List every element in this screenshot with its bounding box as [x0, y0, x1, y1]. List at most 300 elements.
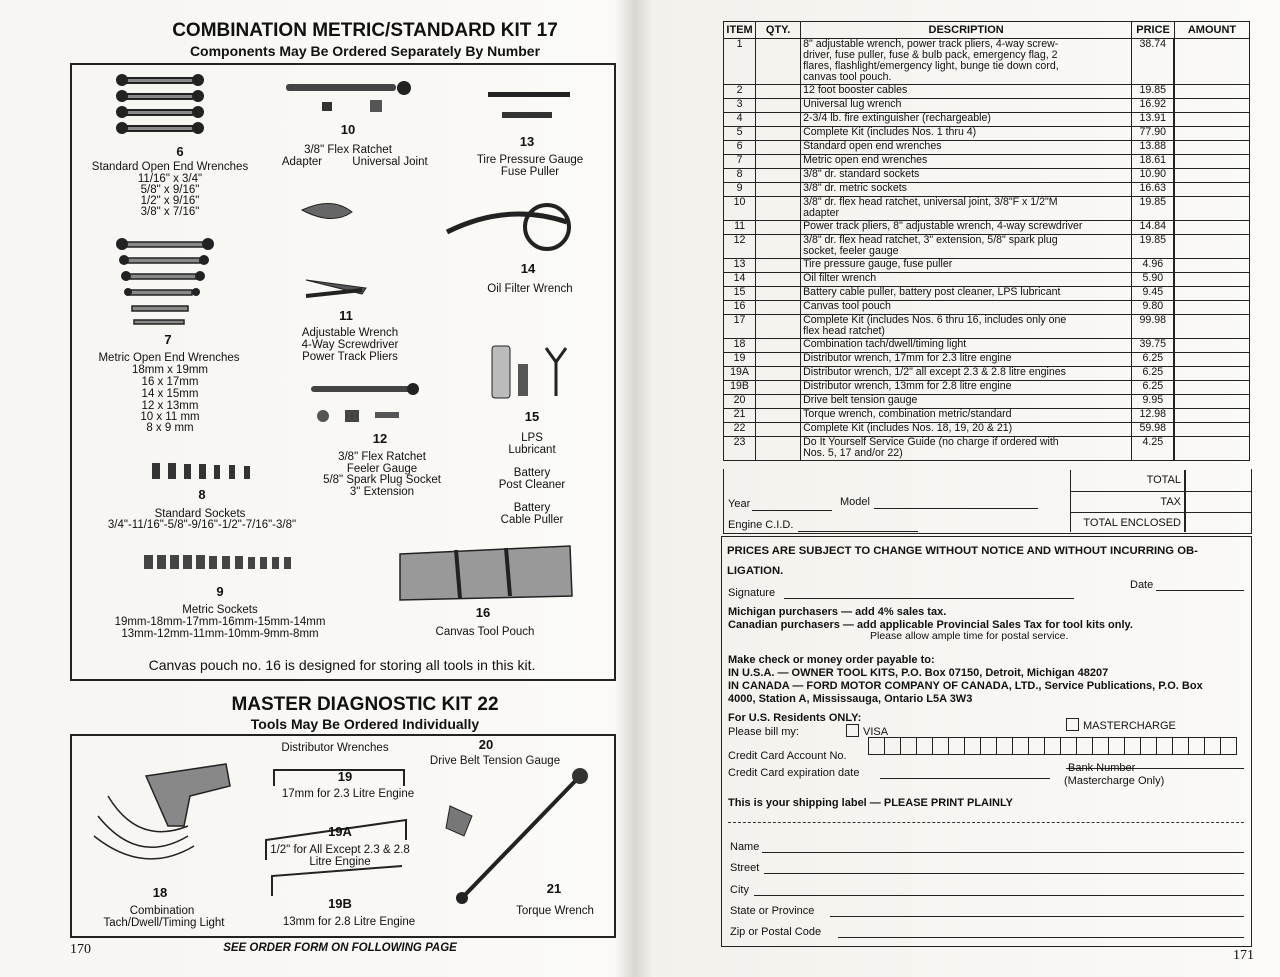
price-cell: 9.45: [1132, 287, 1175, 301]
table-row: [724, 381, 1250, 395]
item-cell: 22: [724, 423, 756, 437]
price-cell: 6.25: [1132, 353, 1175, 367]
payable-label: Make check or money order payable to:: [728, 654, 935, 666]
item-15-number: 15: [524, 409, 540, 424]
us-residents-label: For U.S. Residents ONLY:: [728, 712, 862, 724]
price-cell: 77.90: [1132, 127, 1175, 141]
footer-note: SEE ORDER FORM ON FOLLOWING PAGE: [223, 942, 457, 954]
city-field[interactable]: [754, 895, 1244, 896]
amount-cell[interactable]: [1174, 423, 1249, 437]
street-label: Street: [730, 862, 760, 874]
price-cell: 19.85: [1132, 235, 1175, 259]
qty-cell[interactable]: [756, 409, 801, 423]
tax-canada: Canadian purchasers — add applicable Provincial Sales Tax for tool kits only.: [728, 619, 1133, 631]
distributor-wrenches-title: Distributor Wrenches: [281, 742, 389, 754]
qty-cell[interactable]: [756, 273, 801, 287]
item-7-size: 10 x 11 mm: [140, 411, 200, 423]
tax-label: TAX: [1071, 492, 1185, 513]
price-cell: 39.75: [1132, 339, 1175, 353]
item-cell: 19A: [724, 367, 756, 381]
table-row: [724, 437, 1250, 461]
qty-cell[interactable]: [756, 353, 801, 367]
bank-number-label: Bank Number: [1068, 762, 1136, 774]
description-line: canvas tool pouch.: [803, 71, 892, 83]
description-line: 12 foot booster cables: [803, 84, 908, 96]
enclosed-amount-field[interactable]: [1186, 513, 1252, 533]
item-7-size: 14 x 15mm: [141, 388, 199, 400]
description-cell: [801, 395, 1132, 409]
socket-icon: [148, 460, 260, 482]
battery-cable-puller-label: Cable Puller: [500, 514, 564, 526]
item-cell: 21: [724, 409, 756, 423]
item-13-label: Tire Pressure Gauge: [476, 154, 584, 166]
item-6-size: 3/8" x 7/16": [140, 206, 200, 218]
description-line: 3/8" dr. metric sockets: [803, 182, 907, 194]
item-12-label: Feeler Gauge: [346, 463, 418, 475]
item-cell: 4: [724, 113, 756, 127]
item-15-label: LPS: [521, 432, 543, 444]
signature-label: Signature: [728, 587, 776, 599]
price-cell: 13.88: [1132, 141, 1175, 155]
item-7-size: 16 x 17mm: [141, 376, 199, 388]
item-cell: 19B: [724, 381, 756, 395]
left-page: [0, 0, 632, 977]
lubricant-can-icon: [486, 338, 576, 404]
price-cell: 59.98: [1132, 423, 1175, 437]
qty-cell[interactable]: [756, 315, 801, 339]
name-field[interactable]: [762, 852, 1244, 853]
amount-cell[interactable]: [1174, 235, 1249, 259]
price-cell: 6.25: [1132, 367, 1175, 381]
shipping-label-title: This is your shipping label — PLEASE PRINT PLAINLY: [728, 797, 1014, 809]
item-cell: 6: [724, 141, 756, 155]
price-cell: 13.91: [1132, 113, 1175, 127]
table-row: [724, 127, 1250, 141]
description-cell: [801, 273, 1132, 287]
amount-cell[interactable]: [1174, 39, 1249, 85]
amount-cell[interactable]: [1174, 155, 1249, 169]
price-cell: 18.61: [1132, 155, 1175, 169]
gauge-icon: [480, 88, 575, 124]
item-cell: 16: [724, 301, 756, 315]
qty-cell[interactable]: [756, 39, 801, 85]
zip-field[interactable]: [838, 937, 1244, 938]
qty-cell[interactable]: [756, 395, 801, 409]
description-line: Battery cable puller, battery post cleaner, LPS lubricant: [803, 286, 1061, 298]
totals-amount-col: [1184, 470, 1252, 532]
description-cell: [801, 315, 1132, 339]
col-header-qty: QTY.: [756, 22, 801, 39]
item-11-label: 4-Way Screwdriver: [301, 339, 399, 351]
oil-filter-wrench-icon: [292, 192, 592, 262]
bill-my-label: Please bill my:: [728, 726, 799, 738]
description-cell: [801, 141, 1132, 155]
item-19-label: 17mm for 2.3 Litre Engine: [281, 788, 415, 800]
total-amount-field[interactable]: [1186, 470, 1252, 492]
description-cell: [801, 409, 1132, 423]
payable-canada-address: 4000, Station A, Mississauga, Ontario L5A 3W3: [728, 693, 973, 705]
price-cell: 12.98: [1132, 409, 1175, 423]
description-cell: [801, 287, 1132, 301]
price-cell: 9.95: [1132, 395, 1175, 409]
amount-cell[interactable]: [1174, 85, 1249, 99]
description-cell: [801, 367, 1132, 381]
price-cell: 6.25: [1132, 381, 1175, 395]
qty-cell[interactable]: [756, 259, 801, 273]
cc-exp-label: Credit Card expiration date: [728, 767, 860, 779]
item-12-label: 5/8" Spark Plug Socket: [323, 474, 441, 486]
tax-michigan: Michigan purchasers — add 4% sales tax.: [728, 606, 947, 618]
amount-cell[interactable]: [1174, 287, 1249, 301]
table-row: [724, 395, 1250, 409]
signature-field[interactable]: [784, 598, 1074, 599]
item-7-number: 7: [164, 332, 172, 347]
item-12-number: 12: [372, 431, 388, 446]
cc-number-label: Credit Card Account No.: [728, 750, 847, 762]
cc-exp-field[interactable]: [880, 778, 1050, 779]
qty-cell[interactable]: [756, 423, 801, 437]
item-18-number: 18: [152, 885, 168, 900]
amount-cell[interactable]: [1174, 395, 1249, 409]
kit22-subtitle: Tools May Be Ordered Individually: [250, 716, 480, 732]
item-10-adapter: Adapter: [281, 156, 323, 168]
qty-cell[interactable]: [756, 381, 801, 395]
amount-cell[interactable]: [1174, 169, 1249, 183]
item-8-title: Standard Sockets: [154, 508, 246, 520]
table-row: [724, 99, 1250, 113]
item-18-label: Tach/Dwell/Timing Light: [103, 917, 225, 929]
qty-cell[interactable]: [756, 155, 801, 169]
price-cell: 19.85: [1132, 197, 1175, 221]
item-cell: 1: [724, 39, 756, 85]
item-7-size: 12 x 13mm: [141, 400, 199, 412]
item-cell: 20: [724, 395, 756, 409]
price-cell: 14.84: [1132, 221, 1175, 235]
kit22-title: MASTER DIAGNOSTIC KIT 22: [231, 694, 499, 715]
table-row: [724, 85, 1250, 99]
description-line: 2-3/4 lb. fire extinguisher (rechargeable): [803, 112, 991, 124]
item-13-number: 13: [519, 134, 535, 149]
visa-checkbox[interactable]: [846, 724, 859, 737]
description-cell: [801, 127, 1132, 141]
table-row: [724, 259, 1250, 273]
item-14-label: Oil Filter Wrench: [487, 283, 573, 295]
item-cell: 10: [724, 197, 756, 221]
price-cell: 9.80: [1132, 301, 1175, 315]
item-cell: 15: [724, 287, 756, 301]
description-line: 3/8" dr. flex head ratchet, universal joint, 3/8"F x 1/2"M: [803, 196, 1058, 208]
battery-post-cleaner-label: Post Cleaner: [498, 479, 566, 491]
cc-number-field[interactable]: [868, 737, 1237, 755]
amount-cell[interactable]: [1174, 301, 1249, 315]
table-row: [724, 235, 1250, 259]
year-field[interactable]: [752, 510, 832, 511]
item-6-size: 5/8" x 9/16": [140, 184, 200, 196]
amount-cell[interactable]: [1174, 141, 1249, 155]
postal-note: Please allow ample time for postal service.: [870, 630, 1069, 642]
description-line: adapter: [803, 207, 840, 219]
amount-cell[interactable]: [1174, 273, 1249, 287]
item-11-number: 11: [339, 308, 353, 323]
item-cell: 9: [724, 183, 756, 197]
item-6-size: 11/16" x 3/4": [137, 173, 203, 185]
qty-cell[interactable]: [756, 169, 801, 183]
item-19a-label: 1/2" for All Except 2.3 & 2.8: [270, 844, 410, 856]
description-line: Torque wrench, combination metric/standard: [803, 408, 1012, 420]
order-table: [723, 21, 1250, 461]
item-10-number: 10: [340, 122, 356, 137]
qty-cell[interactable]: [756, 99, 801, 113]
total-enclosed-label: TOTAL ENCLOSED: [1083, 517, 1181, 529]
amount-cell[interactable]: [1174, 127, 1249, 141]
page-number: 171: [1233, 948, 1254, 963]
mastercharge-option[interactable]: [1066, 718, 1176, 732]
item-18-label: Combination: [129, 905, 195, 917]
description-line: Oil filter wrench: [803, 272, 877, 284]
mastercharge-label: MASTERCHARGE: [1083, 720, 1176, 732]
item-cell: 23: [724, 437, 756, 461]
description-line: Distributor wrench, 1/2" all except 2.3 & 2.8 litre engines: [803, 366, 1066, 378]
amount-cell[interactable]: [1174, 367, 1249, 381]
zip-label: Zip or Postal Code: [730, 926, 822, 938]
price-notice-cont: LIGATION.: [727, 565, 784, 577]
qty-cell[interactable]: [756, 367, 801, 381]
ratchet-icon: [305, 378, 425, 428]
item-13-label: Fuse Puller: [500, 166, 560, 178]
description-line: driver, fuse puller, fuse & bulb pack, emergency flag, 2: [803, 49, 1058, 61]
item-7-title: Metric Open End Wrenches: [98, 352, 240, 364]
description-line: Complete Kit (includes Nos. 6 thru 16, includes only one: [803, 314, 1067, 326]
qty-cell[interactable]: [756, 113, 801, 127]
battery-cable-puller-label: Battery: [513, 502, 551, 514]
description-line: Drive belt tension gauge: [803, 394, 918, 406]
table-row: [724, 409, 1250, 423]
table-row: [724, 221, 1250, 235]
table-row: [724, 169, 1250, 183]
mastercharge-checkbox[interactable]: [1066, 718, 1079, 731]
item-16-title: Canvas Tool Pouch: [435, 626, 535, 638]
table-row: [724, 113, 1250, 127]
col-header-price: PRICE: [1132, 22, 1175, 39]
date-label: Date: [1130, 579, 1154, 591]
amount-cell[interactable]: [1174, 381, 1249, 395]
description-cell: [801, 197, 1132, 221]
item-21-number: 21: [546, 881, 562, 896]
amount-cell[interactable]: [1174, 315, 1249, 339]
engine-field[interactable]: [798, 531, 918, 532]
tax-amount-field[interactable]: [1186, 492, 1252, 513]
item-16-number: 16: [475, 605, 491, 620]
date-field[interactable]: [1156, 590, 1244, 591]
description-cell: [801, 301, 1132, 315]
item-7-size: 8 x 9 mm: [146, 422, 194, 434]
wrench-icon: [112, 238, 222, 330]
qty-cell[interactable]: [756, 85, 801, 99]
description-line: Distributor wrench, 17mm for 2.3 litre engine: [803, 352, 1012, 364]
table-row: [724, 155, 1250, 169]
qty-cell[interactable]: [756, 339, 801, 353]
item-10-title: 3/8" Flex Ratchet: [304, 144, 392, 156]
description-cell: [801, 221, 1132, 235]
item-11-label: Adjustable Wrench: [301, 327, 399, 339]
description-cell: [801, 437, 1132, 461]
description-cell: [801, 259, 1132, 273]
amount-cell[interactable]: [1174, 221, 1249, 235]
item-10-joint: Universal Joint: [352, 156, 428, 168]
timing-light-icon: [88, 756, 268, 876]
wrench-icon: [112, 72, 212, 144]
payable-usa: IN U.S.A. — OWNER TOOL KITS, P.O. Box 07150, Detroit, Michigan 48207: [728, 667, 1109, 679]
qty-cell[interactable]: [756, 235, 801, 259]
price-notice: PRICES ARE SUBJECT TO CHANGE WITHOUT NOTICE AND WITHOUT INCURRING OB-: [727, 545, 1198, 557]
col-header-amount: AMOUNT: [1174, 22, 1249, 39]
description-cell: [801, 169, 1132, 183]
item-19-number: 19: [337, 769, 353, 784]
description-line: flex head ratchet): [803, 325, 885, 337]
visa-label: VISA: [863, 726, 889, 738]
item-cell: 7: [724, 155, 756, 169]
table-row: [724, 353, 1250, 367]
description-line: Distributor wrench, 13mm for 2.8 litre engine: [803, 380, 1012, 392]
qty-cell[interactable]: [756, 301, 801, 315]
qty-cell[interactable]: [756, 127, 801, 141]
item-cell: 13: [724, 259, 756, 273]
table-row: [724, 315, 1250, 339]
qty-cell[interactable]: [756, 183, 801, 197]
item-19a-number: 19A: [328, 824, 352, 839]
item-19b-number: 19B: [328, 896, 352, 911]
item-cell: 11: [724, 221, 756, 235]
amount-cell[interactable]: [1174, 437, 1249, 461]
table-row: [724, 197, 1250, 221]
item-12-label: 3" Extension: [349, 486, 415, 498]
description-line: Tire pressure gauge, fuse puller: [803, 258, 953, 270]
item-12-label: 3/8" Flex Ratchet: [338, 451, 426, 463]
item-8-sizes: 3/4"-11/16"-5/8"-9/16"-1/2"-7/16"-3/8": [107, 519, 297, 531]
state-field[interactable]: [830, 916, 1244, 917]
item-cell: 8: [724, 169, 756, 183]
item-7-size: 18mm x 19mm: [131, 364, 209, 376]
item-20-number: 20: [478, 737, 494, 752]
qty-cell[interactable]: [756, 221, 801, 235]
description-line: 3/8" dr. flex head ratchet, 3" extension, 5/8" spark plug: [803, 234, 1058, 246]
item-6-title: Standard Open End Wrenches: [91, 161, 249, 173]
col-header-item: ITEM: [724, 22, 756, 39]
description-cell: [801, 339, 1132, 353]
description-line: Metric open end wrenches: [803, 154, 928, 166]
state-label: State or Province: [730, 905, 815, 917]
description-cell: [801, 353, 1132, 367]
totals-labels-col: [1070, 470, 1185, 532]
description-line: Combination tach/dwell/timing light: [803, 338, 967, 350]
amount-cell[interactable]: [1174, 409, 1249, 423]
item-19b-label: 13mm for 2.8 Litre Engine: [282, 916, 416, 928]
price-cell: 5.90: [1132, 273, 1175, 287]
battery-post-cleaner-label: Battery: [513, 467, 551, 479]
item-9-number: 9: [216, 584, 224, 599]
name-label: Name: [730, 841, 760, 853]
item-9-sizes: 19mm-18mm-17mm-16mm-15mm-14mm: [114, 616, 326, 628]
description-cell: [801, 99, 1132, 113]
price-cell: 16.92: [1132, 99, 1175, 113]
amount-cell[interactable]: [1174, 197, 1249, 221]
item-cell: 2: [724, 85, 756, 99]
pouch-note: Canvas pouch no. 16 is designed for storing all tools in this kit.: [148, 657, 536, 673]
ratchet-icon: [282, 80, 432, 122]
socket-icon: [140, 552, 305, 572]
description-line: Power track pliers, 8" adjustable wrench, 4-way screwdriver: [803, 220, 1083, 232]
price-cell: 10.90: [1132, 169, 1175, 183]
street-field[interactable]: [764, 873, 1244, 874]
mastercharge-only-note: (Mastercharge Only): [1064, 775, 1165, 787]
qty-cell[interactable]: [756, 197, 801, 221]
item-14-number: 14: [520, 261, 536, 276]
amount-cell[interactable]: [1174, 113, 1249, 127]
amount-cell[interactable]: [1174, 259, 1249, 273]
description-line: 3/8" dr. standard sockets: [803, 168, 920, 180]
description-cell: [801, 183, 1132, 197]
tool-pouch-icon: [396, 540, 576, 604]
item-6-number: 6: [176, 144, 184, 159]
amount-cell[interactable]: [1174, 353, 1249, 367]
description-cell: [801, 113, 1132, 127]
item-21-label: Torque Wrench: [516, 905, 594, 917]
description-cell: [801, 423, 1132, 437]
kit17-subtitle: Components May Be Ordered Separately By Number: [189, 43, 541, 59]
price-cell: 4.25: [1132, 437, 1175, 461]
item-cell: 19: [724, 353, 756, 367]
item-15-label: Lubricant: [508, 444, 556, 456]
amount-cell[interactable]: [1174, 99, 1249, 113]
description-cell: [801, 39, 1132, 85]
amount-cell[interactable]: [1174, 183, 1249, 197]
right-page: [648, 0, 1280, 977]
table-row: [724, 39, 1250, 85]
visa-option[interactable]: [846, 724, 888, 738]
total-label: TOTAL: [1071, 470, 1185, 492]
torque-wrench-icon: [440, 766, 600, 906]
item-cell: 5: [724, 127, 756, 141]
item-cell: 18: [724, 339, 756, 353]
price-cell: 99.98: [1132, 315, 1175, 339]
item-9-sizes: 13mm-12mm-11mm-10mm-9mm-8mm: [121, 628, 319, 640]
page-number: 170: [70, 942, 91, 957]
description-cell: [801, 235, 1132, 259]
qty-cell[interactable]: [756, 287, 801, 301]
item-cell: 12: [724, 235, 756, 259]
description-line: flares, flashlight/emergency light, bunge tie down cord,: [803, 60, 1059, 72]
year-label: Year: [728, 498, 751, 510]
qty-cell[interactable]: [756, 437, 801, 461]
model-label: Model: [840, 496, 870, 508]
description-cell: [801, 381, 1132, 395]
description-line: socket, feeler gauge: [803, 245, 899, 257]
item-19a-label: Litre Engine: [309, 856, 371, 868]
table-row: [724, 339, 1250, 353]
amount-cell[interactable]: [1174, 339, 1249, 353]
price-cell: 4.96: [1132, 259, 1175, 273]
model-field[interactable]: [874, 508, 1038, 509]
pliers-icon: [300, 270, 380, 306]
price-cell: 16.63: [1132, 183, 1175, 197]
order-rows: [724, 39, 1250, 461]
description-line: Do It Yourself Service Guide (no charge if ordered with: [803, 436, 1059, 448]
qty-cell[interactable]: [756, 141, 801, 155]
engine-label: Engine C.I.D.: [728, 519, 794, 531]
item-20-label: Drive Belt Tension Gauge: [429, 755, 561, 767]
description-cell: [801, 155, 1132, 169]
price-cell: 38.74: [1132, 39, 1175, 85]
